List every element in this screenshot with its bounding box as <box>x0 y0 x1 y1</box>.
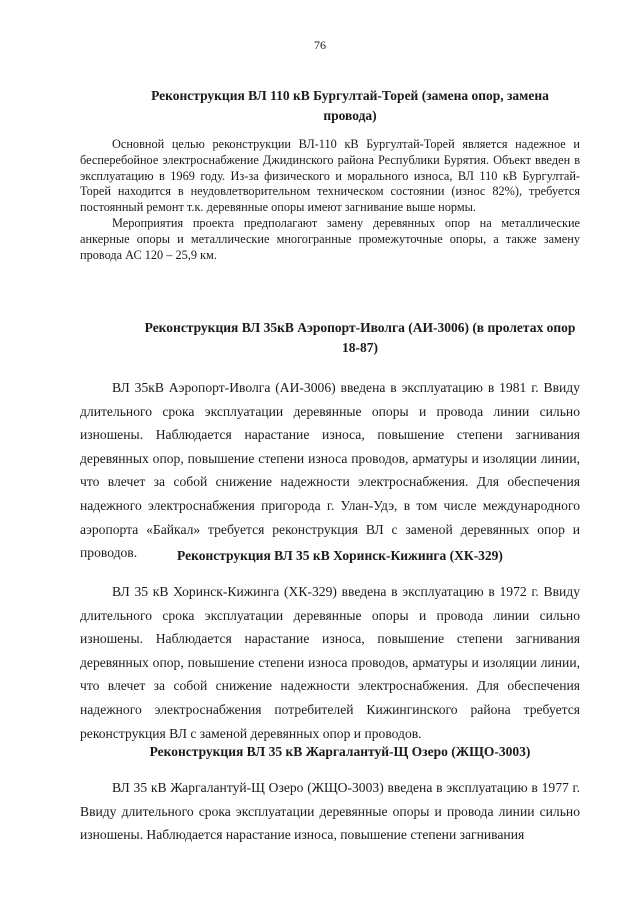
paragraph: ВЛ 35 кВ Жаргалантуй-Щ Озеро (ЖЩО-3003) введена в эксплуатацию в 1977 г. Ввиду длительного срока эксплуатации деревянные опоры и провода линии сильно изношены. Наблюдается нарастание износа, повышение степени загнивания <box>80 780 580 843</box>
section-body <box>80 776 580 847</box>
paragraph: ВЛ 35 кВ Хоринск-Кижинга (ХК-329) введена в эксплуатацию в 1972 г. Ввиду длительного срока эксплуатации деревянные опоры и провода линии сильно изношены. Наблюдается нарастание износа, повышение степени загнивания деревянных опор, повышение степени износа проводов, арматуры и изоляции линии, что влечет за собой снижение надежности электроснабжения. Для обеспечения надежного электроснабжения потребителей Кижингинского района требуется реконструкция ВЛ с заменой деревянных опор и проводов. <box>80 584 580 741</box>
section-body <box>80 376 580 565</box>
section-vl-35-khorinsk-kizhinga <box>80 546 580 745</box>
section-title: Реконструкция ВЛ 35 кВ Жаргалантуй-Щ Озеро (ЖЩО-3003) <box>149 744 531 759</box>
section-vl-110-burgultai-torei <box>80 86 580 263</box>
section-title: Реконструкция ВЛ 35 кВ Хоринск-Кижинга (ХК-329) <box>177 548 503 563</box>
paragraph: Основной целью реконструкции ВЛ-110 кВ Бургултай-Торей является надежное и бесперебойное электроснабжение Джидинского района Республики Бурятия. Объект введен в эксплуатацию в 1969 году. Из-за физического и морального износа, ВЛ 110 кВ Бургултай-Торей находится в неудовлетворительном техническом состоянии (износ 82%), требуется постоянный ремонт т.к. деревянные опоры имеют загнивание выше нормы. <box>80 137 580 215</box>
section-title: Реконструкция ВЛ 35кВ Аэропорт-Иволга (АИ-3006) (в пролетах опор 18-87) <box>144 320 576 355</box>
section-vl-35-zhargalantui-shch-ozero <box>80 742 580 847</box>
section-title: Реконструкция ВЛ 110 кВ Бургултай-Торей (замена опор, замена провода) <box>151 88 549 123</box>
paragraph: ВЛ 35кВ Аэропорт-Иволга (АИ-3006) введена в эксплуатацию в 1981 г. Ввиду длительного срока эксплуатации деревянные опоры и провода линии сильно изношены. Наблюдается нарастание износа, повышение степени загнивания деревянных опор, повышение степени износа проводов, арматуры и изоляции линии, что влечет за собой снижение надежности электроснабжения. Для обеспечения надежного электроснабжения пригорода г. Улан-Удэ, в том числе международного аэропорта «Байкал» требуется реконструкция ВЛ с заменой деревянных опор и проводов. <box>80 380 580 561</box>
section-vl-35-airport-ivolga <box>80 318 580 565</box>
section-body <box>80 137 580 263</box>
page-number: 76 <box>314 38 326 52</box>
section-body <box>80 580 580 745</box>
paragraph: Мероприятия проекта предполагают замену деревянных опор на металлические анкерные опоры и металлические многогранные промежуточные опоры, а также замену провода АС 120 – 25,9 км. <box>80 215 580 262</box>
